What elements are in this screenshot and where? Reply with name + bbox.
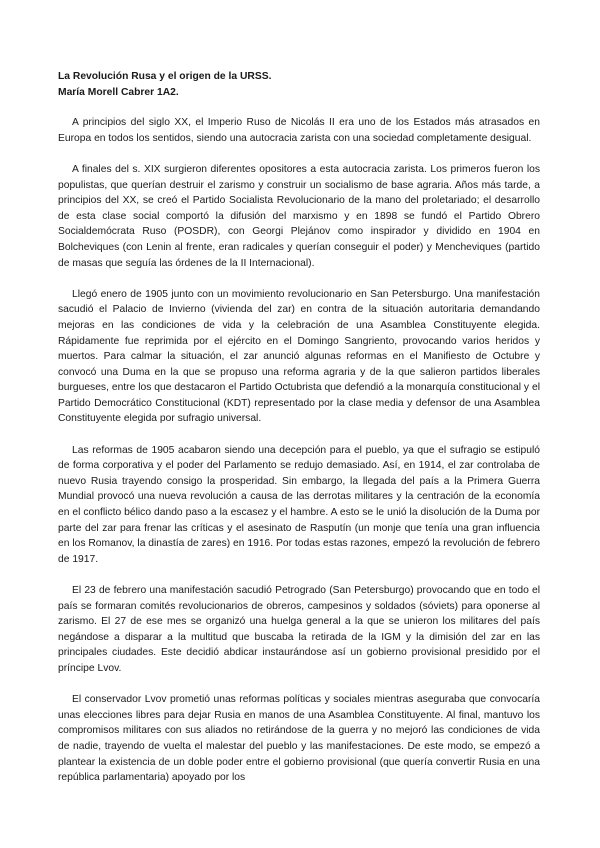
paragraph-2: A finales del s. XIX surgieron diferentes opositores a esta autocracia zarista. Los primeros fueron los populistas, que querían destruir el zarismo y construir un socialismo de base agraria. Años más tarde, a principios del XX, se creó el Partido Socialista Revolucionario de la mano del proletariado; el desarrollo de esta clase social comportó la difusión del marxismo y en 1898 se fundó el Partido Obrero Socialdemócrata Ruso (POSDR), con Georgi Plejánov como inspirador y dividido en 1904 en Bolcheviques (con Lenin al frente, eran radicales y querían conseguir el poder) y Mencheviques (partido de masas que seguía las órdenes de la II Internacional). (58, 163, 540, 269)
paragraph-4: Las reformas de 1905 acabaron siendo una decepción para el pueblo, ya que el sufragio se estipuló de forma corporativa y el poder del Parlamento se redujo demasiado. Así, en 1914, el zar controlaba de nuevo Rusia trayendo consigo la prosperidad. Sin embargo, la llegada del país a la Primera Guerra Mundial provocó una nueva revolución a causa de las derrotas militares y la centración de la economía en el conflicto bélico dando paso a la escasez y el hambre. A esto se le unió la disolución de la Duma por parte del zar para frenar las críticas y el asesinato de Rasputín (un monje que tenía una gran influencia en los Romanov, la dinastía de zares) en 1916. Por todas estas razones, empezó la revolución de febrero de 1917. (58, 444, 540, 565)
paragraph-5: El 23 de febrero una manifestación sacudió Petrogrado (San Petersburgo) provocando que en todo el país se formaran comités revolucionarios de obreros, campesinos y soldados (sóviets) para oponerse al zarismo. El 27 de ese mes se organizó una huelga general a la que se unieron los militares del país negándose a disparar a la multitud que buscaba la retirada de la IGM y la dimisión del zar en las principales ciudades. Este decidió abdicar instaurándose así un gobierno provisional presidido por el príncipe Lvov. (58, 585, 540, 674)
document-author: María Morell Cabrer 1A2. (58, 86, 179, 98)
paragraph-1: A principios del siglo XX, el Imperio Ruso de Nicolás II era uno de los Estados más atrasados en Europa en todos los sentidos, siendo una autocracia zarista con una sociedad completamente desigual. (58, 117, 540, 144)
paragraph-6: El conservador Lvov prometió unas reformas políticas y sociales mientras aseguraba que convocaría unas elecciones libres para dejar Rusia en manos de una Asamblea Constituyente. Al final, mantuvo los compromisos militares con sus aliados no retirándose de la guerra y no mejoró las condiciones de vida de nadie, trayendo de vuelta el malestar del pueblo y las manifestaciones. De este modo, se empezó a plantear la existencia de un doble poder entre el gobierno provisional (que quería convertir Rusia en una república parlamentaria) apoyado por los (58, 694, 540, 784)
document-header (58, 69, 540, 100)
document-body (58, 69, 540, 801)
paragraph-3: Llegó enero de 1905 junto con un movimiento revolucionario en San Petersburgo. Una manifestación sacudió el Palacio de Invierno (vivienda del zar) en contra de la situación autoritaria demandando mejoras en las condiciones de vida y la celebración de una Asamblea Constituyente elegida. Rápidamente fue reprimida por el ejército en el Domingo Sangriento, provocando varios heridos y muertos. Para calmar la situación, el zar anunció algunas reformas en el Manifiesto de Octubre y convocó una Duma en la que se propuso una reforma agraria y de la que salieron partidos liberales burgueses, entre los que destacaron el Partido Octubrista que defendió a la monarquía constitucional y el Partido Democrático Constitucional (KDT) representado por la clase media y defensor de una Asamblea Constituyente elegida por sufragio universal. (58, 288, 540, 425)
document-title: La Revolución Rusa y el origen de la URSS. (58, 71, 272, 82)
